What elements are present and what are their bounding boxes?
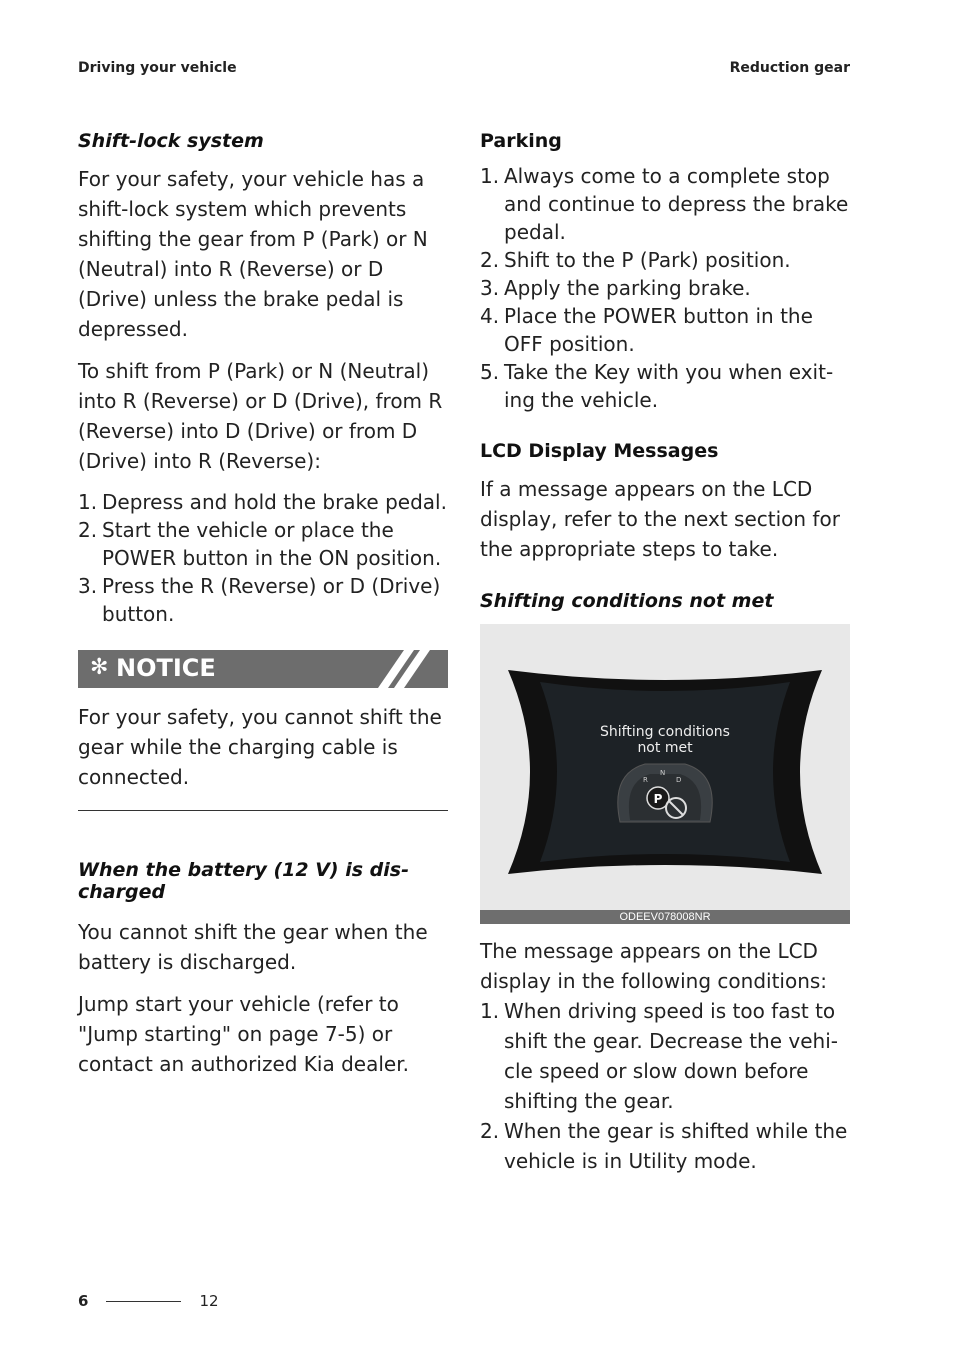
list-item: 1. Always come to a complete stop and continue to depress the brake pedal. [480, 164, 849, 244]
lcd-text: If a message appears on the LCD display, refer to the next section for the appropriate steps to take. [480, 477, 840, 561]
notice-text: For your safety, you cannot shift the gear while the charging cable is connected. [78, 705, 442, 789]
lcd-message-figure [480, 624, 850, 924]
shift-lock-para-2: To shift from P (Park) or N (Neutral) into R (Reverse) or D (Drive), from R (Reverse) into D (Drive) or from D (Drive) into R (Reverse): [78, 359, 443, 473]
battery-para-1: You cannot shift the gear when the battery is discharged. [78, 920, 428, 974]
shift-lock-steps [78, 488, 448, 628]
footer-rule [106, 1301, 181, 1302]
gear-label-r: R [643, 776, 648, 784]
shift-lock-heading: Shift-lock system [78, 130, 264, 152]
gear-label-p: P [653, 792, 663, 806]
battery-para-2: Jump start your vehicle (refer to "Jump starting" on page 7-5) or contact an authorized Kia dealer. [78, 992, 409, 1076]
parking-heading: Parking [480, 130, 562, 152]
message-line-2: not met [637, 740, 693, 756]
list-item: 5. Take the Key with you when exit-ing the vehicle. [480, 360, 834, 412]
shifting-heading: Shifting conditions not met [480, 590, 774, 612]
list-item: 3. Apply the parking brake. [480, 276, 751, 300]
figure-caption: ODEEV078008NR [480, 910, 850, 924]
running-header-chapter: Driving your vehicle [78, 60, 237, 76]
gear-label-n: N [660, 769, 666, 777]
stripes-decoration [378, 650, 448, 688]
message-line-1: Shifting conditions [600, 724, 730, 740]
chapter-number: 6 [78, 1292, 89, 1310]
notice-title: NOTICE [116, 654, 216, 682]
cluster-display-illustration [480, 624, 850, 924]
battery-heading: When the battery (12 V) is dis-charged [78, 859, 409, 903]
notice-divider [78, 810, 448, 811]
shifting-intro: The message appears on the LCD display in the following conditions: [480, 939, 828, 993]
list-item: 2. When the gear is shifted while the vehicle is in Utility mode. [480, 1119, 848, 1173]
list-item: 1. When driving speed is too fast to shift the gear. Decrease the vehi-cle speed or slow down before shifting the gear. [480, 999, 838, 1113]
list-item: 4. Place the POWER button in the OFF position. [480, 304, 813, 356]
page-footer [78, 1292, 219, 1310]
list-item: 1. Depress and hold the brake pedal. [78, 490, 447, 514]
running-header-section: Reduction gear [729, 60, 850, 76]
lcd-heading: LCD Display Messages [480, 440, 719, 462]
list-item: 2. Start the vehicle or place the POWER button in the ON position. [78, 518, 442, 570]
shifting-steps [480, 996, 850, 1176]
list-item: 2. Shift to the P (Park) position. [480, 248, 791, 272]
shift-lock-para-1: For your safety, your vehicle has a shift-lock system which prevents shifting the gear from P (Park) or N (Neutral) into R (Reverse) or D (Drive) unless the brake pedal is depressed. [78, 167, 428, 341]
page-number: 12 [199, 1292, 219, 1310]
left-column [78, 130, 448, 1091]
parking-steps [480, 162, 850, 414]
list-item: 3. Press the R (Reverse) or D (Drive) button. [78, 574, 441, 626]
gear-label-d: D [676, 776, 682, 784]
notice-banner [78, 650, 448, 688]
asterisk-icon: ✻ [90, 655, 109, 680]
right-column [480, 130, 850, 1188]
